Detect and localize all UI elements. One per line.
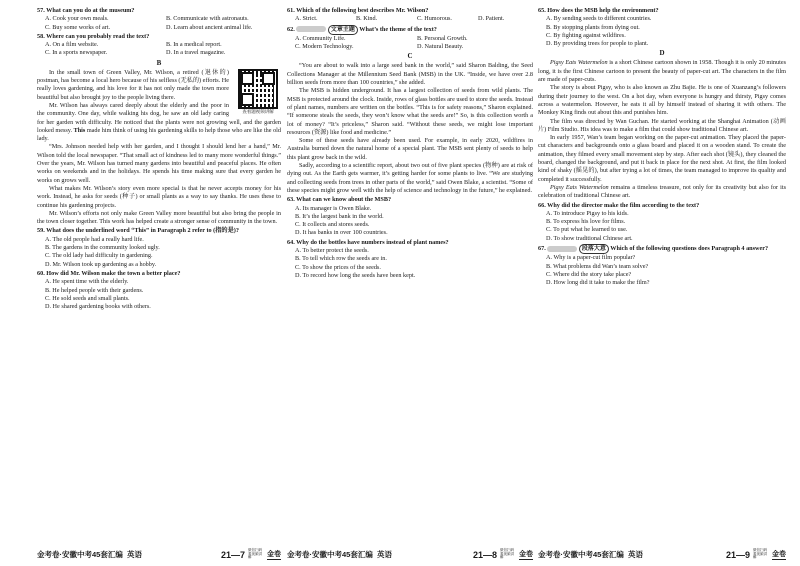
option-c: C. To put what he learned to use. [546,226,628,234]
passage-b-para-4: What makes Mr. Wilson’s story even more special is that he never accepts money for his work. Instead, he asks for seeds (种子) or small plants as a way to say thanks. He uses these to continue his gardening projects. [37,184,281,209]
option-b: B. He helped people with their gardens. [45,286,144,294]
option-d: D. By providing trees for people to plant. [546,40,649,48]
option-d: D. He shared gardening books with others. [45,303,151,311]
passage-c-para-2: The MSB is hidden underground. It has a largest collection of seeds from wild plants. The MSB is protected around the clock. Inside, rows of glass bottles are used to store the seeds. Instead of plant names, numbers are written on the bottles. “This is for safety reasons,” Sharon explained. “If someone steals the seeds, they won’t know what the seeds are!” So, is this collection worth a lot of money? “It’s priceless,” Sharon said. “Without these seeds, we might lose important resources (资源) like food and medicine.” [287,87,533,136]
section-heading-c: C [407,52,413,61]
option-b: B. By stopping plants from dying out. [546,23,640,31]
option-d: D. To record how long the seeds have been kept. [295,271,416,279]
passage-c-para-4: Sadly, according to a scientific report, about two out of five plant species (物种) are at risk of dying out. As the Earth gets warmer, it’s getting harder for some plants to live. “We are studying and collecting seeds from trees in other parts of the world,” said Owen Blake, a scientist. “Some of these species might grow well with the help of science and technology in the future,” he explained. [287,162,533,194]
option-c: C. Modern Technology. [295,43,354,51]
underlined-keyword: This [73,126,86,134]
scan-hint: 微信扫码 看视频讲解 [500,548,514,560]
question-stem: What can you do at the museum? [46,7,135,14]
page-footer [538,549,786,560]
passage-d-para-5: Pigsy Eats Watermelon remains a timeless treasure, not only for its creativity but also for its celebration of traditional Chinese art. [538,183,786,200]
film-title: Pigsy Eats Watermelon [550,183,609,191]
publisher-logo: 金卷 [519,551,533,558]
passage-d-para-2: The story is about Pigsy, who is also known as Zhu Bajie. He is one of Xuanzang’s followers during their journey to the west. On a hot day, when everyone is hungry and thirsty, Pigsy comes across a watermelon. However, he eats it all by himself instead of sharing it with others. The Monkey King finds out about this and punishes him. [538,84,786,117]
option-d: D. It has banks in over 100 countries. [295,229,388,237]
option-b: B. The gardens in the community looked ugly. [45,244,160,252]
option-c: C. He sold seeds and small plants. [45,294,130,302]
question-64: 64. Why do the bottles have numbers instead of plant names? A. To better protect the seeds. B. To tell which row the seeds are in. C. To show the prices of the seeds. D. To record how long the seeds have been kept. [287,239,533,280]
passage-c-para-3: Some of these seeds have already been used. For example, in early 2020, wildfires in Australia burned down the natural home of a special plant. The MSB sent plenty of seeds to help this plant grow back in the wild. [287,137,533,161]
question-stem: How does the MSB help the environment? [547,7,659,14]
option-b: B. Kind. [356,15,378,23]
option-a: A. By sending seeds to different countries. [546,15,652,23]
question-65: 65. How does the MSB help the environment? A. By sending seeds to different countries. B. By stopping plants from dying out. C. By fighting against wildfires. D. By providing trees for people to plant. [538,7,786,48]
question-58: 58. Where can you probably read the text? A. On a film website. B. In a medical report. C. In a sports newspaper. D. In a travel magazine. [37,33,281,58]
question-59: 59. What does the underlined word “This” in Paragraph 2 refer to (指的是)? A. The old people had a really hard life. B. The gardens in the community looked ugly. C. The old lady had difficulty in gardening. D. Mr. Wilson took up gardening as a hobby. [37,227,281,268]
book-title: 金考卷·安徽中考45套汇编 [538,550,624,559]
option-c: C. It collects and stores seeds. [295,221,370,229]
question-tag: 段落大意 [579,244,609,254]
passage-d-para-4: In early 1957, Wan’s team began working on the paper-cut animation. They placed the paper-cut characters and backgrounds onto a glass board and placed it on a wooden stand. To create the animation, they filmed every small movement step by step. After each shot (镜头), they cleaned the board, changed the background, and put it back in place for the next shot. At first, the film looked kind of shaky (摇晃的), but after trying a lot of times, the team managed to improve its quality and completed it successfully. [538,134,786,183]
subject-label: 英语 [127,550,143,559]
option-c: C. Humorous. [417,15,452,23]
question-tag: 文章主题 [328,25,358,35]
passage-b-para-1: In the small town of Green Valley, Mr. Wilson, a retired (退休的) postman, has become a local hero because of his selfless (无私的) efforts. He really loves gardening, and his love for it has not only made the town more beautiful but also brought joy to the people living there. [37,68,229,101]
column-right [538,6,786,288]
option-a: A. Cook your own meals. [45,15,109,23]
section-heading-d: D [659,49,665,58]
passage-b-para-5: Mr. Wilson’s efforts not only make Green Valley more beautiful but also bring the people in the town closer together. This work has helped create a stronger sense of community in the town. [37,209,281,226]
passage-b-para-3: “Mrs. Johnson needed help with her garden, and I thought I should lend her a hand,” Mr. Wilson told the local newspaper. “That small act of kindness led to many more wonderful things.” Over the years, Mr. Wilson has turned many gardens into beautiful and peaceful places. He often works on weekends and in the holidays. He spends his time making sure that every garden he works on grows well. [37,143,281,184]
column-middle [287,6,533,280]
option-a: A. Community Life. [295,34,346,42]
section-heading-b: B [156,58,162,67]
question-57: 57. What can you do at the museum? A. Cook your own meals. B. Communicate with astronauts. C. Buy some works of art. D. Learn about ancient animal life. [37,7,281,32]
book-title: 金考卷·安徽中考45套汇编 [287,550,373,559]
option-c: C. The old lady had difficulty in gardening. [45,252,153,260]
question-stem: Which of the following best describes Mr. Wilson? [296,7,429,14]
qr-code[interactable] [235,69,281,115]
passage-c-para-1: “You are about to walk into a large seed bank in the world,” said Sharon Balding, the Seed Collections Manager at the Millennium Seed Bank (MSB) in the UK. “Inside, we have over 2.8 billion seeds from more than 100 countries,” she added. [287,62,533,87]
passage-b-para-2: Mr. Wilson has always cared deeply about the elderly and the poor in the community. One day, while walking his dog, he saw an old lady caring for her garden with difficulty. He noticed that the plants were not growing well, and the garden looked messy. This made him think of using his gardening skills to help those who are like the old lady. [37,101,281,143]
option-c: C. To show the prices of the seeds. [295,263,381,271]
video-hint-icon[interactable] [296,26,326,32]
question-stem: How did Mr. Wilson make the town a better place? [46,269,181,277]
question-60: 60. How did Mr. Wilson make the town a better place? A. He spent time with the elderly. B. He helped people with their gardens. C. He sold seeds and small plants. D. He shared gardening books with others. [37,270,281,311]
option-b: B. In a medical report. [166,41,222,49]
option-c: C. Where did the story take place? [546,270,632,278]
question-stem: What can we know about the MSB? [296,196,392,204]
page-number: 21—8 [472,549,497,560]
option-a: A. Strict. [295,15,318,23]
option-a: A. He spent time with the elderly. [45,278,129,286]
question-67: 67. 段落大意 Which of the following questions does Paragraph 4 answer? A. Why is a paper-cut film popular? B. What problems did Wan’s team solve? C. Where did the story take place? D. How long did it take to make the film? [538,244,786,287]
option-a: A. To introduce Pigsy to his kids. [546,209,629,217]
scan-hint: 微信扫码 看视频讲解 [248,548,262,560]
question-61: 61. Which of the following best describes Mr. Wilson? A. Strict. B. Kind. C. Humorous. D. Patient. [287,7,533,24]
option-c: C. Buy some works of art. [45,23,111,31]
page-number: 21—9 [725,549,750,560]
option-b: B. Personal Growth. [417,34,468,42]
option-d: D. How long did it take to make the film? [546,279,650,287]
passage-d-para-3: The film was directed by Wan Guchan. He started working at the Shanghai Animation (动画片) Film Studio. His idea was to make a film that could show traditional Chinese art. [538,117,786,133]
option-a: A. On a film website. [45,41,99,49]
option-a: A. Its manager is Owen Blake. [295,204,372,212]
option-b: B. What problems did Wan’s team solve? [546,262,649,270]
subject-label: 英语 [628,550,644,559]
question-63: 63. What can we know about the MSB? A. Its manager is Owen Blake. B. It’s the largest bank in the world. C. It collects and stores seeds. D. It has banks in over 100 countries. [287,196,533,237]
option-d: D. Natural Beauty. [417,43,464,51]
question-stem: Where can you probably read the text? [46,32,150,40]
video-hint-icon[interactable] [547,246,577,252]
option-c: C. In a sports newspaper. [45,49,108,57]
question-stem: Which of the following questions does Paragraph 4 answer? [610,245,769,253]
passage-d-para-1: Pigsy Eats Watermelon is a short Chinese cartoon shown in 1958. Though it is only 20 minutes long, it is the first Chinese cartoon to present the beauty of paper-cut art. The characters in the film are made of paper-cuts. [538,59,786,84]
question-stem: Why do the bottles have numbers instead of plant names? [296,238,449,246]
question-stem: Why did the director make the film according to the text? [547,201,700,209]
page-number: 21—7 [220,549,245,560]
option-a: A. Why is a paper-cut film popular? [546,254,636,262]
page-footer [37,549,281,560]
option-b: B. To express his love for films. [546,218,626,226]
qr-caption: 查看题视频讲解 [242,108,274,114]
option-d: D. Patient. [478,15,505,23]
option-d: D. To show traditional Chinese art. [546,234,633,242]
publisher-logo: 金卷 [267,551,281,558]
film-title: Pigsy Eats Watermelon [550,59,608,67]
question-66: 66. Why did the director make the film according to the text? A. To introduce Pigsy to his kids. B. To express his love for films. C. To put what he learned to use. D. To show traditional Chinese art. [538,202,786,243]
qr-code-icon [238,69,278,109]
question-stem: What’s the theme of the text? [359,25,437,33]
subject-label: 英语 [377,550,393,559]
option-b: B. Communicate with astronauts. [166,15,249,23]
option-a: A. To better protect the seeds. [295,247,369,255]
option-a: A. The old people had a really hard life. [45,235,144,243]
option-c: C. By fighting against wildfires. [546,31,626,39]
scan-hint: 微信扫码 看视频讲解 [753,548,767,560]
option-d: D. In a travel magazine. [166,49,226,57]
option-b: B. It’s the largest bank in the world. [295,212,384,220]
question-stem: What does the underlined word “This” in Paragraph 2 refer to (指的是)? [46,227,239,235]
column-left [37,6,281,311]
option-b: B. To tell which row the seeds are in. [295,255,387,263]
option-d: D. Mr. Wilson took up gardening as a hobby. [45,260,157,268]
publisher-logo: 金卷 [772,551,786,558]
option-d: D. Learn about ancient animal life. [166,23,253,31]
page-footer [287,549,533,560]
question-62: 62. 文章主题 What’s the theme of the text? A. Community Life. B. Personal Growth. C. Modern Technology. D. Natural Beauty. [287,25,533,52]
book-title: 金考卷·安徽中考45套汇编 [37,550,123,559]
